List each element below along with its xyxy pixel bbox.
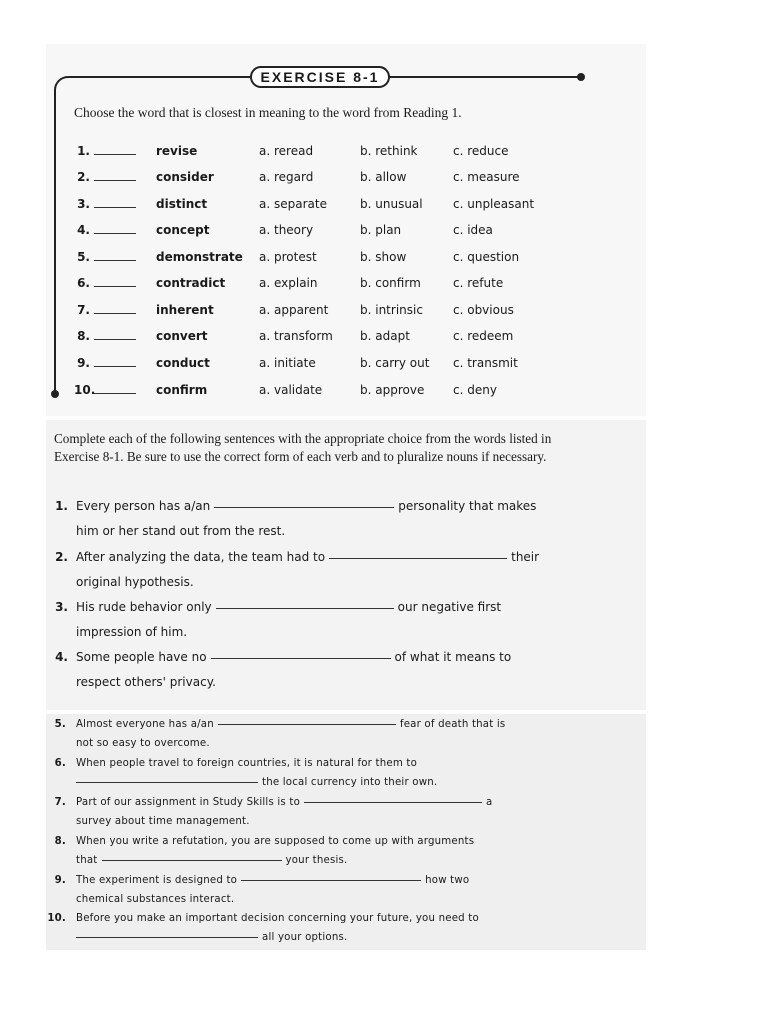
choice-b: b. adapt — [360, 329, 410, 343]
completion-instruction: Complete each of the following sentences with the appropriate choice from the words listed in Exercise 8-1. Be sure to use the correct form of each verb and to pluralize nouns if necessary. — [54, 431, 552, 464]
answer-blank[interactable] — [214, 507, 394, 508]
sentence-text: the local currency into their own. — [262, 777, 438, 788]
choice-c: c. unpleasant — [453, 197, 535, 211]
choice-b: b. intrinsic — [360, 303, 423, 317]
answer-blank[interactable] — [94, 286, 136, 287]
sentence-text: not so easy to overcome. — [76, 738, 210, 749]
answer-blank[interactable] — [94, 313, 136, 314]
sentence-text: When you write a refutation, you are supposed to come up with arguments — [76, 836, 475, 847]
answer-blank[interactable] — [216, 608, 394, 609]
target-word: conduct — [156, 356, 210, 370]
choice-b: b. approve — [360, 383, 425, 397]
answer-blank[interactable] — [76, 782, 258, 783]
target-word: distinct — [156, 197, 208, 211]
target-word: concept — [156, 223, 210, 237]
choice-a: a. protest — [259, 250, 317, 264]
choice-c: c. redeem — [453, 329, 514, 343]
question-row — [0, 383, 768, 405]
answer-blank[interactable] — [94, 154, 136, 155]
answer-blank[interactable] — [304, 802, 482, 803]
answer-blank[interactable] — [211, 658, 391, 659]
choice-a: a. initiate — [259, 356, 316, 370]
sentence-text: how two — [425, 875, 470, 886]
sentence-text: survey about time management. — [76, 816, 250, 827]
question-row — [0, 250, 768, 272]
target-word: confirm — [156, 383, 208, 397]
choice-a: a. explain — [259, 276, 318, 290]
question-number: 3. — [77, 197, 90, 211]
choice-b: b. unusual — [360, 197, 423, 211]
sentence-text: original hypothesis. — [76, 575, 194, 589]
sentence-text: fear of death that is — [399, 719, 506, 730]
choice-b: b. confirm — [360, 276, 421, 290]
sentence-number: 4. — [55, 650, 68, 664]
sentence-text: chemical substances interact. — [76, 894, 235, 905]
choice-a: a. theory — [259, 223, 314, 237]
choice-c: c. reduce — [453, 144, 509, 158]
choice-b: b. rethink — [360, 144, 418, 158]
target-word: convert — [156, 329, 208, 343]
question-number: 7. — [77, 303, 90, 317]
sentence-text: our negative first — [397, 600, 502, 614]
answer-blank[interactable] — [94, 180, 136, 181]
sentence-text: Before you make an important decision concerning your future, you need to — [76, 913, 479, 924]
choice-c: c. deny — [453, 383, 497, 397]
sentence-text: all your options. — [262, 932, 348, 943]
answer-blank[interactable] — [329, 558, 507, 559]
question-number: 9. — [77, 356, 90, 370]
sentence-text: impression of him. — [76, 625, 188, 639]
answer-blank[interactable] — [94, 233, 136, 234]
question-number: 8. — [77, 329, 90, 343]
target-word: demonstrate — [156, 250, 243, 264]
target-word: revise — [156, 144, 198, 158]
exercise-title: EXERCISE 8-1 — [250, 66, 390, 88]
answer-blank[interactable] — [94, 366, 136, 367]
answer-blank[interactable] — [94, 260, 136, 261]
question-row — [0, 144, 768, 166]
choice-a: a. reread — [259, 144, 314, 158]
choice-b: b. plan — [360, 223, 402, 237]
sentence-number: 10. — [47, 913, 66, 924]
sentence-number: 5. — [54, 719, 66, 730]
sentence-text: him or her stand out from the rest. — [76, 524, 286, 538]
sentence-text: respect others' privacy. — [76, 675, 216, 689]
question-number: 5. — [77, 250, 90, 264]
choice-c: c. measure — [453, 170, 520, 184]
sentence-text: their — [511, 550, 540, 564]
choice-b: b. show — [360, 250, 407, 264]
answer-blank[interactable] — [94, 339, 136, 340]
sentence-number: 7. — [54, 797, 66, 808]
sentence-text: After analyzing the data, the team had to — [76, 550, 326, 564]
choice-c: c. refute — [453, 276, 504, 290]
question-row — [0, 303, 768, 325]
answer-blank[interactable] — [94, 393, 136, 394]
answer-blank[interactable] — [94, 207, 136, 208]
choice-c: c. transmit — [453, 356, 518, 370]
question-row — [0, 197, 768, 219]
sentence-text: personality that makes — [398, 499, 537, 513]
question-number: 4. — [77, 223, 90, 237]
choice-a: a. validate — [259, 383, 323, 397]
sentence-text: Some people have no — [76, 650, 207, 664]
question-row — [0, 276, 768, 298]
sentence-text: your thesis. — [285, 855, 348, 866]
question-number: 1. — [77, 144, 90, 158]
sentence-text: that — [76, 855, 98, 866]
sentence-number: 6. — [54, 758, 66, 769]
sentence-text: Part of our assignment in Study Skills is to — [76, 797, 301, 808]
sentence-text: When people travel to foreign countries, it is natural for them to — [76, 758, 418, 769]
target-word: inherent — [156, 303, 214, 317]
sentence-number: 8. — [54, 836, 66, 847]
target-word: contradict — [156, 276, 226, 290]
question-number: 10. — [74, 383, 96, 397]
answer-blank[interactable] — [102, 860, 282, 861]
choice-c: c. question — [453, 250, 520, 264]
choice-a: a. apparent — [259, 303, 329, 317]
choice-a: a. transform — [259, 329, 333, 343]
question-number: 2. — [77, 170, 90, 184]
answer-blank[interactable] — [241, 880, 421, 881]
answer-blank[interactable] — [76, 937, 258, 938]
choice-c: c. obvious — [453, 303, 514, 317]
choice-b: b. allow — [360, 170, 407, 184]
rule-end-dot — [577, 73, 585, 81]
sentence-number: 1. — [55, 499, 68, 513]
choice-b: b. carry out — [360, 356, 430, 370]
sentence-text: His rude behavior only — [76, 600, 212, 614]
choice-a: a. separate — [259, 197, 327, 211]
question-row — [0, 170, 768, 192]
sentence-text: of what it means to — [394, 650, 512, 664]
sentence-number: 9. — [54, 875, 66, 886]
sentence-number: 2. — [55, 550, 68, 564]
sentence-text: a — [486, 797, 493, 808]
question-row — [0, 223, 768, 245]
question-row — [0, 356, 768, 378]
sentence-text: Every person has a/an — [76, 499, 211, 513]
sentence-number: 3. — [55, 600, 68, 614]
choice-c: c. idea — [453, 223, 493, 237]
question-row — [0, 329, 768, 351]
exercise-instruction: Choose the word that is closest in meaning to the word from Reading 1. — [74, 105, 462, 120]
sentence-text: Almost everyone has a/an — [76, 719, 214, 730]
question-number: 6. — [77, 276, 90, 290]
target-word: consider — [156, 170, 214, 184]
answer-blank[interactable] — [218, 724, 396, 725]
choice-a: a. regard — [259, 170, 314, 184]
sentence-text: The experiment is designed to — [76, 875, 238, 886]
